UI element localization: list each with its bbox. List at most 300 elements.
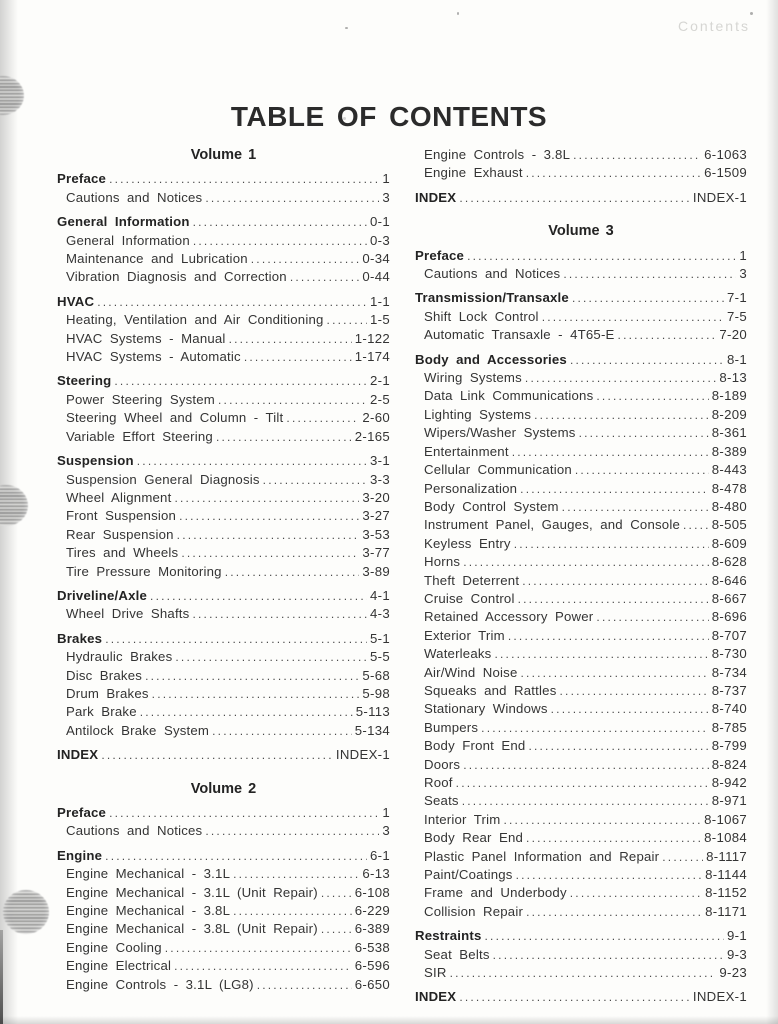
dot-leader (321, 920, 352, 938)
dot-leader (596, 387, 708, 405)
entry-page-number: 1 (739, 247, 747, 263)
entry-page-number: 1 (382, 805, 390, 820)
toc-entry (415, 946, 747, 964)
entry-page-number: 8-480 (711, 498, 747, 514)
entry-page-number: 5-68 (362, 667, 390, 683)
toc-entry (415, 326, 747, 344)
dot-leader (177, 526, 360, 544)
toc-entry (415, 424, 747, 442)
entry-label: Antilock Brake System (66, 722, 210, 738)
toc-entry (415, 146, 747, 164)
entry-page-number: 6-13 (362, 866, 390, 882)
toc-entry (415, 516, 747, 534)
toc-entry (415, 792, 747, 810)
toc-entry (57, 489, 390, 507)
toc-entry (57, 348, 390, 366)
entry-page-number: 2-5 (370, 391, 390, 407)
entry-label: General Information (66, 232, 190, 248)
entry-page-number: 6-108 (354, 884, 390, 900)
dot-leader (503, 811, 701, 829)
dot-leader (179, 507, 359, 525)
toc-entry (415, 590, 747, 608)
entry-page-number: INDEX-1 (335, 747, 390, 763)
dot-leader (175, 648, 367, 666)
page-title: TABLE OF CONTENTS (230, 100, 548, 132)
dot-leader (542, 308, 724, 326)
scan-speck (345, 27, 348, 29)
entry-label: Driveline/Axle (57, 587, 148, 603)
entry-label: Engine Controls - 3.1L (LG8) (66, 976, 254, 992)
entry-label: Suspension General Diagnosis (66, 471, 260, 487)
toc-entry (415, 406, 747, 424)
dot-leader (534, 406, 709, 424)
entry-label: Engine Electrical (66, 958, 172, 974)
dot-leader (109, 170, 379, 188)
dot-leader (459, 189, 690, 207)
toc-entry (57, 884, 390, 902)
toc-entry (415, 387, 747, 405)
entry-label: Transmission/Transaxle (415, 290, 569, 306)
binder-hole-icon (3, 890, 49, 934)
entry-label: Maintenance and Lubrication (66, 251, 248, 267)
entry-page-number: 9-23 (719, 965, 747, 981)
dot-leader (573, 146, 701, 164)
dot-leader (97, 293, 367, 311)
toc-entry (57, 526, 390, 544)
toc-entry (57, 268, 390, 286)
entry-label: Steering Wheel and Column - Tilt (66, 410, 284, 426)
entry-label: Hydraulic Brakes (66, 649, 173, 665)
dot-leader (321, 884, 352, 902)
dot-leader (522, 572, 709, 590)
dot-leader (101, 746, 333, 764)
toc-entry (415, 480, 747, 498)
dot-leader (512, 443, 709, 461)
entry-label: Brakes (57, 630, 103, 646)
entry-page-number: 6-650 (354, 976, 390, 992)
dot-leader (551, 700, 709, 718)
toc-entry (57, 902, 390, 920)
toc-entry (57, 471, 390, 489)
entry-page-number: 6-229 (354, 903, 390, 919)
toc-entry (415, 308, 747, 326)
entry-page-number: 1-122 (354, 330, 390, 346)
toc-entry (57, 330, 390, 348)
entry-page-number: 8-734 (711, 664, 747, 680)
entry-label: Vibration Diagnosis and Correction (66, 269, 287, 285)
scan-speck (457, 12, 459, 15)
entry-page-number: 6-389 (354, 921, 390, 937)
entry-label: General Information (57, 214, 190, 230)
toc-entry (415, 535, 747, 553)
toc-entry (57, 703, 390, 721)
dot-leader (145, 667, 359, 685)
entry-page-number: 8-942 (711, 775, 747, 790)
entry-label: Engine Mechanical - 3.1L (66, 866, 231, 882)
entry-label: Roof (424, 775, 453, 790)
entry-page-number: 8-740 (711, 701, 747, 717)
entry-page-number: 5-5 (370, 649, 390, 665)
dot-leader (494, 645, 708, 663)
entry-label: Drum Brakes (66, 685, 149, 701)
entry-label: Preface (57, 171, 107, 187)
dot-leader (508, 627, 709, 645)
entry-page-number: 8-1 (727, 351, 747, 367)
entry-page-number: 8-361 (711, 425, 747, 441)
toc-entry (57, 804, 390, 822)
dot-leader (518, 590, 709, 608)
entry-page-number: 3-1 (370, 453, 390, 469)
entry-label: Wipers/Washer Systems (424, 425, 576, 441)
entry-page-number: 3-77 (362, 545, 390, 561)
dot-leader (579, 424, 709, 442)
entry-page-number: 8-389 (711, 443, 747, 459)
dot-leader (618, 326, 717, 344)
entry-label: Theft Deterrent (424, 572, 520, 588)
dot-leader (137, 452, 367, 470)
entry-label: INDEX (415, 189, 457, 205)
entry-label: Personalization (424, 480, 518, 496)
dot-leader (463, 756, 709, 774)
entry-page-number: 8-737 (711, 682, 747, 698)
toc-entry (57, 667, 390, 685)
toc-entry (57, 939, 390, 957)
dot-leader (105, 630, 367, 648)
toc-entry (57, 563, 390, 581)
entry-label: Instrument Panel, Gauges, and Console (424, 517, 680, 533)
dot-leader (514, 535, 709, 553)
entry-label: Engine Mechanical - 3.8L (Unit Repair) (66, 921, 318, 937)
dot-leader (485, 927, 725, 945)
entry-label: Cruise Control (424, 590, 515, 606)
dot-leader (526, 164, 701, 182)
entry-page-number: 8-707 (711, 627, 747, 643)
toc-entry (415, 884, 747, 902)
entry-page-number: 6-1 (370, 847, 390, 863)
entry-label: SIR (424, 965, 447, 981)
toc-entry (57, 213, 390, 231)
toc-entry (415, 719, 747, 737)
dot-leader (570, 351, 724, 369)
toc-entry (57, 409, 390, 427)
toc-entry (57, 507, 390, 525)
entry-label: Exterior Trim (424, 627, 505, 643)
dot-leader (216, 428, 352, 446)
entry-label: Body Control System (424, 498, 559, 514)
toc-entry (57, 232, 390, 250)
toc-entry (415, 498, 747, 516)
entry-page-number: 3-3 (370, 471, 390, 487)
volume-heading: Volume 3 (548, 223, 614, 240)
dot-leader (463, 553, 709, 571)
ghost-bleedthrough-text: Contents (677, 18, 750, 34)
entry-label: Restraints (415, 928, 482, 944)
entry-label: Cellular Communication (424, 462, 572, 478)
toc-entry (415, 351, 747, 369)
entry-label: Seats (424, 793, 459, 809)
dot-leader (456, 774, 709, 792)
entry-label: Doors (424, 756, 461, 772)
entry-page-number: 8-13 (719, 370, 747, 386)
dot-leader (165, 939, 352, 957)
toc-entry (57, 428, 390, 446)
entry-page-number: 8-1117 (706, 848, 747, 864)
dot-leader (596, 608, 708, 626)
entry-label: Keyless Entry (424, 535, 511, 551)
dot-leader (683, 516, 709, 534)
toc-entry (57, 722, 390, 740)
entry-page-number: 0-3 (370, 232, 390, 248)
toc-entry (415, 645, 747, 663)
entry-page-number: 3-53 (362, 526, 390, 542)
dot-leader (105, 847, 367, 865)
entry-label: HVAC Systems - Manual (66, 330, 226, 346)
entry-page-number: 1-1 (370, 293, 390, 309)
dot-leader (562, 498, 709, 516)
dot-leader (152, 685, 360, 703)
entry-page-number: 1-5 (370, 312, 390, 328)
toc-entry (57, 293, 390, 311)
entry-page-number: 8-1084 (704, 830, 747, 846)
entry-label: Body Rear End (424, 830, 524, 846)
dot-leader (528, 737, 708, 755)
entry-page-number: 8-799 (711, 738, 747, 754)
dot-leader (257, 976, 352, 994)
entry-label: Engine Controls - 3.8L (424, 147, 571, 162)
entry-label: Shift Lock Control (424, 308, 539, 324)
entry-page-number: 0-44 (362, 269, 390, 285)
dot-leader (575, 461, 709, 479)
scan-edge-sliver (0, 930, 3, 1024)
entry-page-number: 8-1171 (705, 903, 747, 919)
toc-entry (57, 250, 390, 268)
toc-entry (415, 572, 747, 590)
entry-label: INDEX (415, 989, 457, 1005)
dot-leader (181, 544, 359, 562)
scan-edge-right (766, 0, 778, 1024)
toc-entry (415, 461, 747, 479)
dot-leader (450, 964, 717, 982)
toc-entry (57, 311, 390, 329)
dot-leader (520, 480, 709, 498)
dot-leader (521, 664, 709, 682)
entry-label: Seat Belts (424, 946, 490, 962)
toc-entry (415, 774, 747, 792)
entry-label: Front Suspension (66, 508, 177, 524)
entry-page-number: 9-3 (727, 946, 747, 962)
toc-entry (415, 164, 747, 182)
entry-label: Cautions and Notices (424, 266, 561, 282)
dot-leader (218, 391, 367, 409)
entry-page-number: 6-596 (354, 958, 390, 974)
entry-label: Preface (57, 805, 107, 820)
entry-page-number: INDEX-1 (692, 189, 747, 205)
entry-label: Cautions and Notices (66, 189, 203, 205)
entry-label: Cautions and Notices (66, 823, 203, 839)
toc-entry (57, 391, 390, 409)
entry-page-number: 8-478 (711, 480, 747, 496)
entry-page-number: 5-1 (370, 630, 390, 646)
dot-leader (174, 957, 352, 975)
entry-page-number: 5-98 (362, 685, 390, 701)
dot-leader (467, 247, 736, 265)
dot-leader (572, 289, 724, 307)
toc-column-right (415, 146, 747, 1007)
toc-entry (57, 685, 390, 703)
dot-leader (174, 489, 359, 507)
entry-page-number: 8-628 (711, 554, 747, 570)
entry-page-number: 8-667 (711, 590, 747, 606)
entry-label: Interior Trim (424, 811, 501, 827)
toc-columns (57, 146, 747, 1007)
volume-heading: Volume 1 (190, 147, 257, 163)
scan-speck (750, 12, 753, 15)
toc-entry (57, 170, 390, 188)
entry-page-number: 2-60 (362, 410, 390, 426)
entry-label: Wiring Systems (424, 370, 522, 386)
entry-label: Frame and Underbody (424, 885, 567, 901)
entry-label: Collision Repair (424, 903, 524, 919)
toc-entry (57, 587, 390, 605)
dot-leader (205, 822, 379, 840)
entry-page-number: 7-20 (719, 327, 747, 343)
entry-label: HVAC Systems - Automatic (66, 349, 241, 365)
toc-entry (57, 630, 390, 648)
toc-entry (415, 608, 747, 626)
entry-label: Air/Wind Noise (424, 664, 518, 680)
toc-entry (415, 189, 747, 207)
toc-entry (415, 903, 747, 921)
entry-label: INDEX (57, 747, 99, 763)
entry-label: Wheel Alignment (66, 489, 172, 505)
dot-leader (225, 563, 360, 581)
dot-leader (140, 703, 353, 721)
dot-leader (290, 268, 360, 286)
entry-label: Preface (415, 247, 465, 263)
toc-entry (57, 648, 390, 666)
entry-label: Variable Effort Steering (66, 428, 213, 444)
dot-leader (462, 792, 709, 810)
entry-page-number: 8-696 (711, 609, 747, 625)
entry-page-number: 5-134 (354, 722, 390, 738)
entry-page-number: 6-538 (354, 939, 390, 955)
entry-page-number: 8-730 (711, 646, 747, 662)
entry-label: Squeaks and Rattles (424, 682, 557, 698)
entry-label: Retained Accessory Power (424, 609, 594, 625)
scan-edge-bottom (0, 1016, 778, 1024)
entry-label: Power Steering System (66, 391, 215, 407)
toc-entry (415, 829, 747, 847)
toc-entry (415, 988, 747, 1006)
entry-label: Lighting Systems (424, 406, 532, 422)
entry-label: Engine Mechanical - 3.1L (Unit Repair) (66, 884, 318, 900)
toc-entry (415, 756, 747, 774)
dot-leader (193, 213, 367, 231)
entry-page-number: 8-505 (711, 517, 747, 533)
entry-label: Tires and Wheels (66, 545, 179, 561)
toc-entry (415, 682, 747, 700)
entry-label: Park Brake (66, 704, 137, 720)
entry-page-number: 0-1 (370, 214, 390, 230)
toc-entry (415, 664, 747, 682)
entry-label: Paint/Coatings (424, 867, 513, 883)
entry-label: Engine Cooling (66, 939, 162, 955)
entry-page-number: 8-609 (711, 535, 747, 551)
entry-page-number: 3 (382, 823, 390, 839)
toc-entry (415, 737, 747, 755)
dot-leader (109, 804, 379, 822)
dot-leader (662, 848, 703, 866)
toc-entry (415, 811, 747, 829)
volume-heading: Volume 2 (190, 780, 257, 797)
entry-page-number: 3 (739, 266, 747, 282)
entry-page-number: 8-209 (711, 406, 747, 422)
toc-entry (57, 372, 390, 390)
entry-label: Engine Mechanical - 3.8L (66, 903, 231, 919)
toc-entry (415, 848, 747, 866)
entry-page-number: 8-443 (711, 462, 747, 478)
dot-leader (233, 865, 359, 883)
dot-leader (525, 369, 716, 387)
entry-label: Tire Pressure Monitoring (66, 563, 222, 579)
dot-leader (229, 330, 352, 348)
entry-label: Engine Exhaust (424, 165, 523, 181)
entry-page-number: 8-1152 (705, 885, 747, 901)
entry-page-number: 8-1144 (705, 867, 747, 883)
entry-label: Entertainment (424, 443, 509, 459)
dot-leader (459, 988, 690, 1006)
toc-entry (57, 865, 390, 883)
dot-leader (286, 409, 359, 427)
entry-label: Heating, Ventilation and Air Conditioning (66, 312, 324, 328)
binder-hole-icon (0, 485, 28, 526)
entry-label: Disc Brakes (66, 667, 143, 683)
dot-leader (526, 829, 701, 847)
entry-page-number: 3-89 (362, 563, 390, 579)
dot-leader (563, 265, 736, 283)
entry-label: Automatic Transaxle - 4T65-E (424, 327, 615, 343)
entry-label: Stationary Windows (424, 701, 548, 717)
entry-page-number: INDEX-1 (692, 989, 747, 1005)
entry-page-number: 7-5 (727, 308, 747, 324)
dot-leader (263, 471, 367, 489)
entry-label: Bumpers (424, 719, 479, 735)
entry-page-number: 8-785 (711, 719, 747, 735)
entry-page-number: 8-1067 (704, 811, 747, 827)
entry-label: Engine (57, 847, 103, 863)
entry-label: Wheel Drive Shafts (66, 606, 190, 622)
toc-entry (57, 605, 390, 623)
toc-entry (57, 189, 390, 207)
toc-entry (415, 700, 747, 718)
entry-page-number: 4-1 (370, 587, 390, 603)
entry-page-number: 1-174 (354, 349, 390, 365)
entry-label: Waterleaks (424, 646, 492, 662)
dot-leader (570, 884, 702, 902)
dot-leader (481, 719, 709, 737)
toc-entry (57, 822, 390, 840)
toc-entry (57, 920, 390, 938)
toc-entry (415, 627, 747, 645)
entry-label: HVAC (57, 293, 95, 309)
toc-entry (57, 847, 390, 865)
dot-leader (560, 682, 709, 700)
entry-page-number: 2-165 (354, 428, 390, 444)
entry-page-number: 3 (382, 189, 390, 205)
dot-leader (526, 903, 702, 921)
entry-page-number: 4-3 (370, 606, 390, 622)
entry-page-number: 1 (382, 171, 390, 187)
